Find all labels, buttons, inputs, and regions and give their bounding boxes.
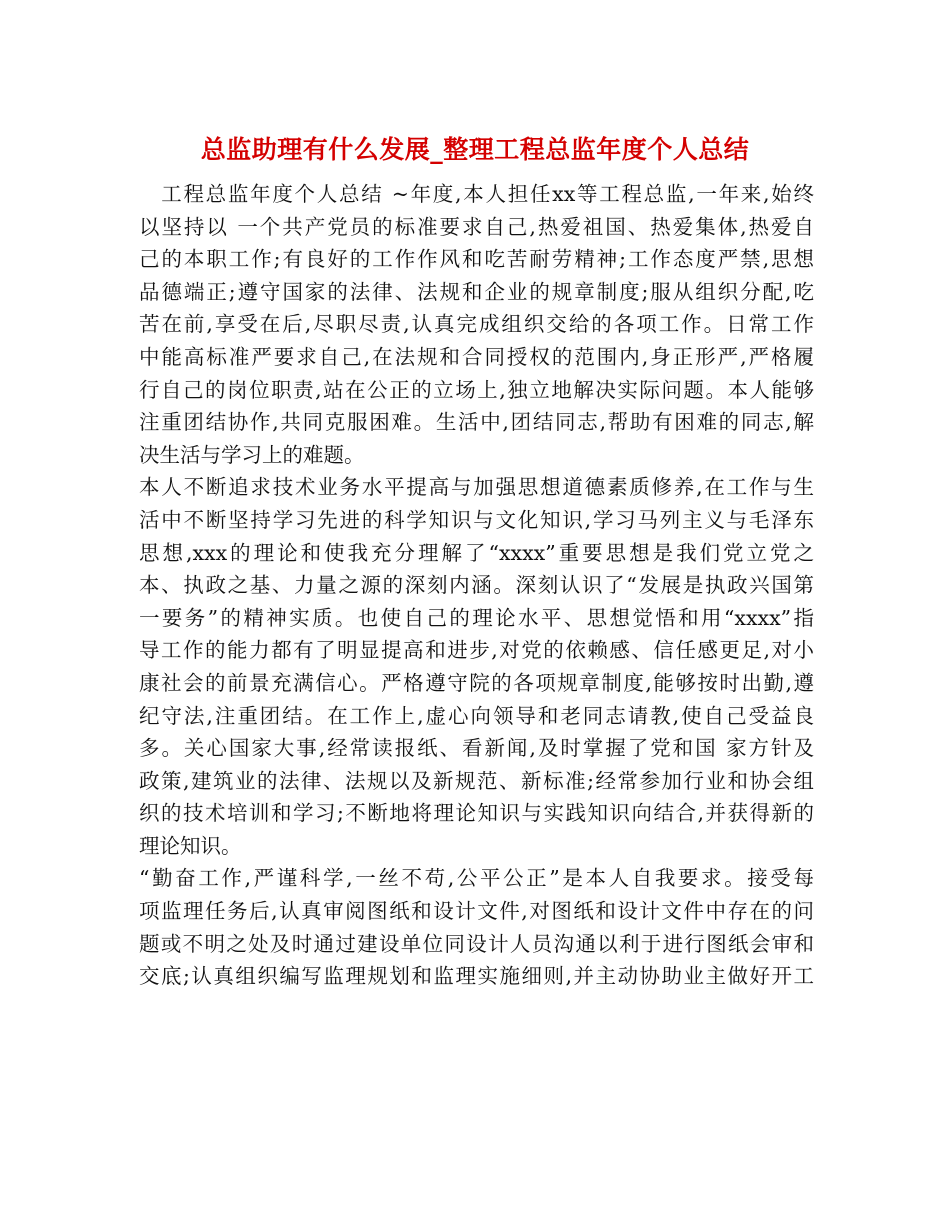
text-line: 理论知识。 xyxy=(139,833,242,858)
text-line: “勤奋工作,严谨科学,一丝不苟,公平公正”是本人自我要求。接受每 xyxy=(139,866,814,891)
text-line: 本人不断追求技术业务水平提高与加强思想道德素质修养,在工作与生 xyxy=(139,475,814,500)
document-title: 总监助理有什么发展_整理工程总监年度个人总结 xyxy=(200,135,750,164)
text-line: 题或不明之处及时通过建设单位同设计人员沟通以利于进行图纸会审和 xyxy=(139,931,814,956)
text-line: 纪守法,注重团结。在工作上,虚心向领导和老同志请教,使自己受益良 xyxy=(139,703,814,728)
text-line: 一要务”的精神实质。也使自己的理论水平、思想觉悟和用“xxxx”指 xyxy=(139,605,814,630)
text-line: 康社会的前景充满信心。严格遵守院的各项规章制度,能够按时出勤,遵 xyxy=(139,670,814,695)
text-line: 织的技术培训和学习;不断地将理论知识与实践知识向结合,并获得新的 xyxy=(139,801,814,826)
text-line: 本、执政之基、力量之源的深刻内涵。深刻认识了“发展是执政兴国第 xyxy=(139,573,814,598)
text-line: 活中不断坚持学习先进的科学知识与文化知识,学习马列主义与毛泽东 xyxy=(139,507,814,532)
document-body xyxy=(139,178,814,993)
text-line: 政策,建筑业的法律、法规以及新规范、新标准;经常参加行业和协会组 xyxy=(139,768,814,793)
text-line: 项监理任务后,认真审阅图纸和设计文件,对图纸和设计文件中存在的问 xyxy=(139,899,814,924)
text-line: 以坚持以 一个共产党员的标准要求自己,热爱祖国、热爱集体,热爱自 xyxy=(139,214,814,239)
text-line: 苦在前,享受在后,尽职尽责,认真完成组织交给的各项工作。日常工作 xyxy=(139,312,814,337)
text-line: 中能高标准严要求自己,在法规和合同授权的范围内,身正形严,严格履 xyxy=(139,344,814,369)
text-line: 行自己的岗位职责,站在公正的立场上,独立地解决实际问题。本人能够 xyxy=(139,377,814,402)
text-line: 品德端正;遵守国家的法律、法规和企业的规章制度;服从组织分配,吃 xyxy=(139,279,814,304)
text-line: 决生活与学习上的难题。 xyxy=(139,442,365,467)
text-line: 导工作的能力都有了明显提高和进步,对党的依赖感、信任感更足,对小 xyxy=(139,638,814,663)
text-line: 交底;认真组织编写监理规划和监理实施细则,并主动协助业主做好开工 xyxy=(139,964,814,989)
text-line: 多。关心国家大事,经常读报纸、看新闻,及时掌握了党和国 家方针及 xyxy=(139,736,814,761)
text-line: 注重团结协作,共同克服困难。生活中,团结同志,帮助有困难的同志,解 xyxy=(139,410,814,435)
text-line: 思想,xxx的理论和使我充分理解了“xxxx”重要思想是我们党立党之 xyxy=(139,540,814,565)
text-line: 工程总监年度个人总结 ~年度,本人担任xx等工程总监,一年来,始终 xyxy=(139,182,814,206)
text-line: 己的本职工作;有良好的工作作风和吃苦耐劳精神;工作态度严禁,思想 xyxy=(139,247,814,272)
